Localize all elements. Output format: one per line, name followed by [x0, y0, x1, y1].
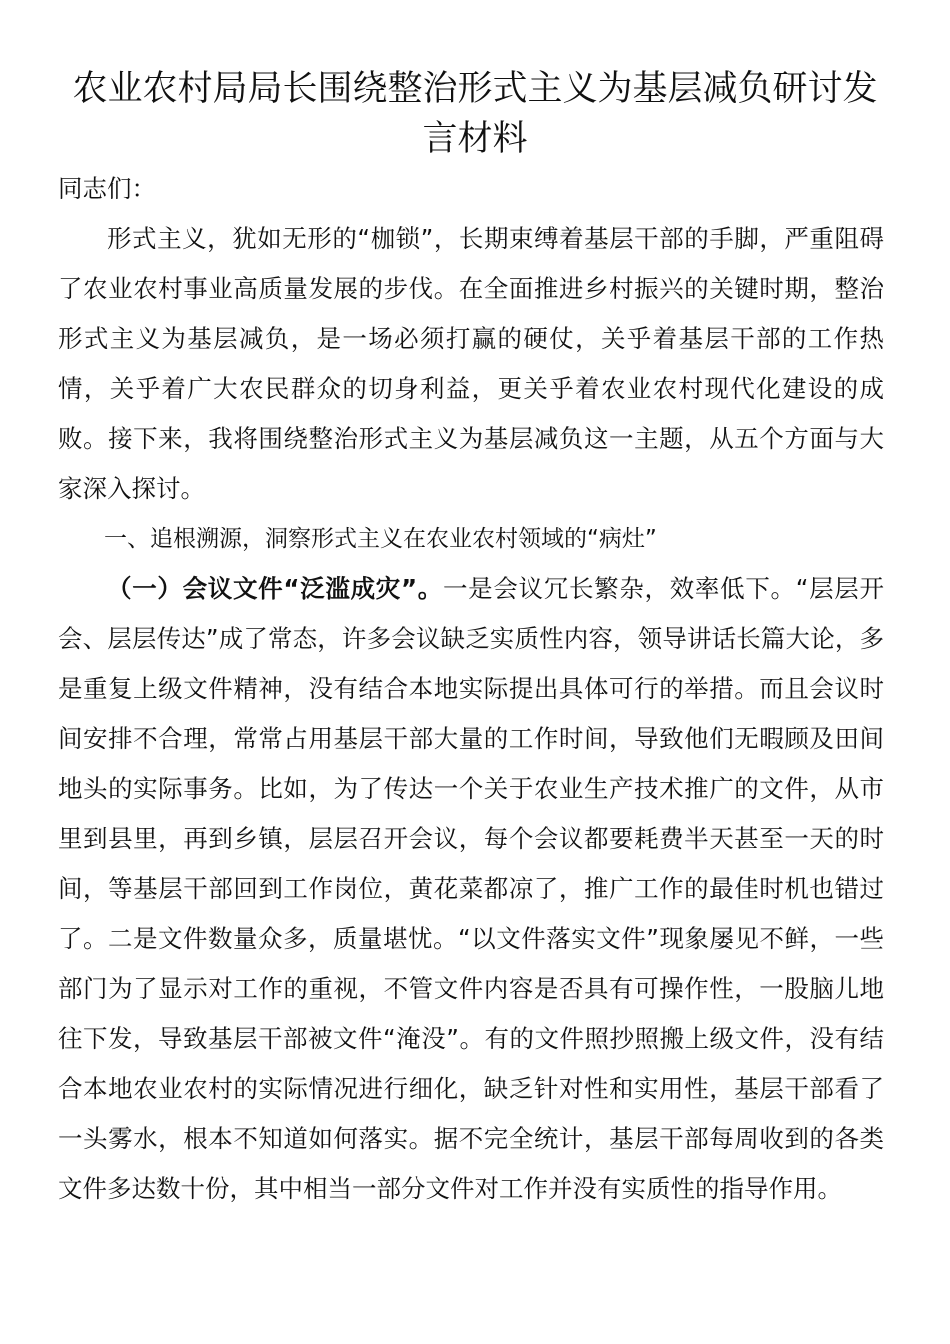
document-title: 农业农村局局长围绕整治形式主义为基层减负研讨发言材料	[72, 69, 878, 159]
subsection-heading-1: （一）会议文件“泛滥成灾”。	[107, 574, 443, 603]
section-heading-1: 一、追根溯源，洞察形式主义在农业农村领域的“病灶”	[104, 526, 657, 552]
subsection-body-1: 一是会议冗长繁杂，效率低下。“层层开会、层层传达”成了常态，许多会议缺乏实质性内容，领导讲话长篇大论，多是重复上级文件精神，没有结合本地实际提出具体可行的举措。而且会议时间安排不合理，常常占用基层干部大量的工作时间，导致他们无暇顾及田间地头的实际事务。比如，为了传达一个关于农业生产技术推广的文件，从市里到县里，再到乡镇，层层召开会议，每个会议都要耗费半天甚至一天的时间，等基层干部回到工作岗位，黄花菜都凉了，推广工作的最佳时机也错过了。二是文件数量众多，质量堪忧。“以文件落实文件”现象屡见不鲜，一些部门为了显示对工作的重视，不管文件内容是否具有可操作性，一股脑儿地往下发，导致基层干部被文件“淹没”。有的文件照抄照搬上级文件，没有结合本地农业农村的实际情况进行细化，缺乏针对性和实用性，基层干部看了一头雾水，根本不知道如何落实。据不完全统计，基层干部每周收到的各类文件多达数十份，其中相当一部分文件对工作并没有实质性的指导作用。	[58, 574, 885, 1203]
intro-paragraph: 形式主义，犹如无形的“枷锁”，长期束缚着基层干部的手脚，严重阻碍了农业农村事业高质量发展的步伐。在全面推进乡村振兴的关键时期，整治形式主义为基层减负，是一场必须打赢的硬仗，关乎着基层干部的工作热情，关乎着广大农民群众的切身利益，更关乎着农业农村现代化建设的成败。接下来，我将围绕整治形式主义为基层减负这一主题，从五个方面与大家深入探讨。	[58, 224, 884, 503]
salutation: 同志们：	[58, 174, 156, 203]
subsection-paragraph-1	[58, 564, 884, 1214]
